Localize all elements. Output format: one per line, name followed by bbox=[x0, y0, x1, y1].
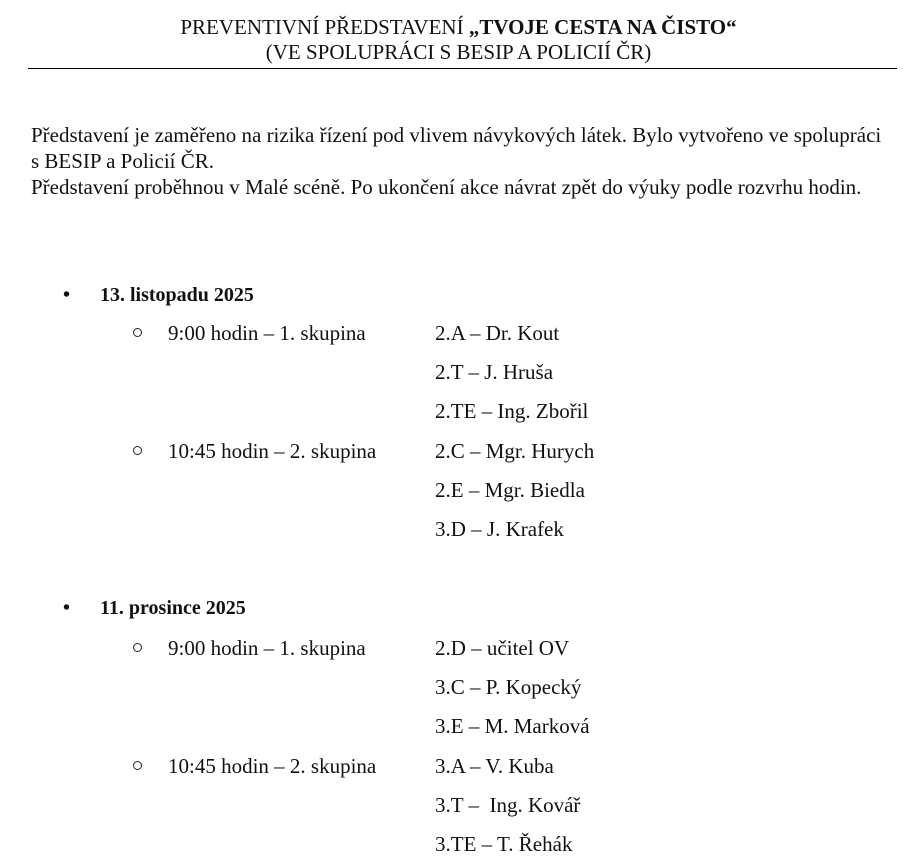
circle-bullet-icon bbox=[133, 446, 142, 455]
intro-paragraph-1: Představení je zaměřeno na rizika řízení pod vlivem návykových látek. Bylo vytvořeno ve spolupráci s BESIP a Policií ČR. bbox=[31, 123, 882, 173]
time-slot-label: 10:45 hodin – 2. skupina bbox=[168, 754, 377, 778]
circle-bullet-icon bbox=[133, 328, 142, 337]
title-prefix: PREVENTIVNÍ PŘEDSTAVENÍ bbox=[180, 15, 469, 39]
document-title bbox=[0, 15, 917, 39]
time-slot-label: 9:00 hodin – 1. skupina bbox=[168, 636, 366, 660]
date-label: 11. prosince 2025 bbox=[100, 597, 246, 619]
class-entry: 3.C – P. Kopecký bbox=[435, 675, 582, 699]
class-entry: 3.TE – T. Řehák bbox=[435, 832, 573, 856]
document-subtitle: (VE SPOLUPRÁCI S BESIP A POLICIÍ ČR) bbox=[265, 40, 652, 64]
class-entry: 2.C – Mgr. Hurych bbox=[435, 439, 595, 463]
bullet-icon: • bbox=[63, 597, 71, 619]
class-entry: 2.E – Mgr. Biedla bbox=[435, 478, 585, 502]
title-event-name: „TVOJE CESTA NA ČISTO“ bbox=[468, 15, 737, 39]
bullet-icon: • bbox=[63, 284, 71, 306]
class-entry: 2.T – J. Hruša bbox=[435, 360, 554, 384]
header-divider bbox=[28, 68, 897, 69]
class-entry: 3.E – M. Marková bbox=[435, 714, 590, 738]
class-entry: 3.T – Ing. Kovář bbox=[435, 793, 581, 817]
circle-bullet-icon bbox=[133, 761, 142, 770]
class-entry: 2.A – Dr. Kout bbox=[435, 321, 560, 345]
class-entry: 2.D – učitel OV bbox=[435, 636, 570, 660]
intro-paragraph-2: Představení proběhnou v Malé scéně. Po ukončení akce návrat zpět do výuky podle rozvrhu hodin. bbox=[31, 175, 862, 199]
class-entry: 3.A – V. Kuba bbox=[435, 754, 554, 778]
circle-bullet-icon bbox=[133, 643, 142, 652]
class-entry: 2.TE – Ing. Zbořil bbox=[435, 399, 589, 423]
class-entry: 3.D – J. Krafek bbox=[435, 517, 564, 541]
date-label: 13. listopadu 2025 bbox=[100, 284, 254, 306]
time-slot-label: 10:45 hodin – 2. skupina bbox=[168, 439, 377, 463]
time-slot-label: 9:00 hodin – 1. skupina bbox=[168, 321, 366, 345]
